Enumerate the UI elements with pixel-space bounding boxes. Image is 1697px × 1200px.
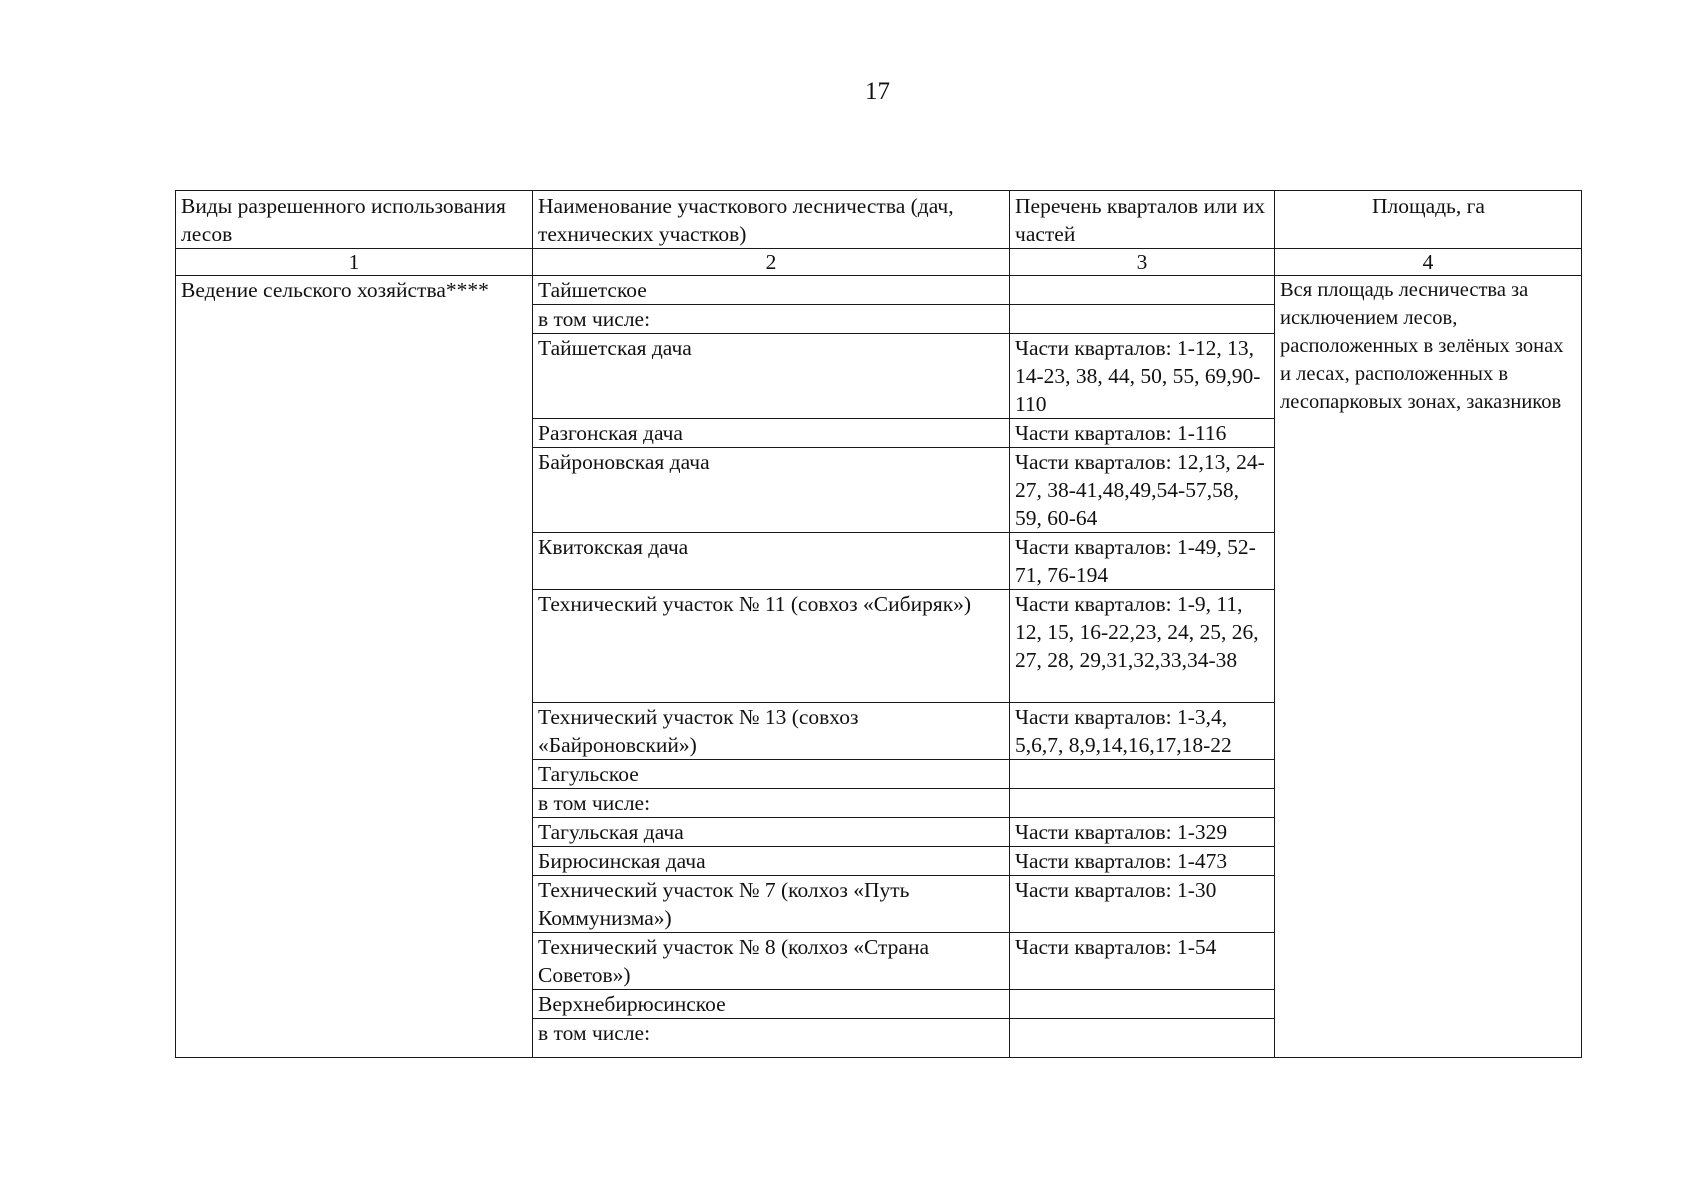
forestry-name-cell: Технический участок № 13 (совхоз «Байроновский») [533, 703, 1010, 760]
header-row [176, 191, 1582, 249]
table-row [176, 276, 1582, 305]
forestry-name-cell: Технический участок № 7 (колхоз «Путь Коммунизма») [533, 876, 1010, 933]
forestry-name-cell: Байроновская дача [533, 448, 1010, 533]
forestry-name-cell: Тайшетское [533, 276, 1010, 305]
forestry-name-cell: Технический участок № 8 (колхоз «Страна Советов») [533, 933, 1010, 990]
forestry-name-cell: Тайшетская дача [533, 334, 1010, 419]
quarters-cell [1010, 789, 1275, 818]
quarters-cell: Части кварталов: 1-329 [1010, 818, 1275, 847]
page-number: 17 [865, 78, 890, 105]
quarters-cell: Части кварталов: 1-54 [1010, 933, 1275, 990]
forestry-name-cell: в том числе: [533, 1019, 1010, 1058]
column-number: 3 [1010, 249, 1275, 276]
forestry-name-cell: Тагульская дача [533, 818, 1010, 847]
forestry-name-cell: Квитокская дача [533, 533, 1010, 590]
use-type-cell: Ведение сельского хозяйства**** [176, 276, 533, 1058]
quarters-cell: Части кварталов: 1-30 [1010, 876, 1275, 933]
header-use-type: Виды разрешенного использования лесов [176, 191, 533, 249]
forestry-name-cell: Верхнебирюсинское [533, 990, 1010, 1019]
forestry-name-cell: Разгонская дача [533, 419, 1010, 448]
column-number: 2 [533, 249, 1010, 276]
quarters-cell: Части кварталов: 1-3,4, 5,6,7, 8,9,14,16,17,18-22 [1010, 703, 1275, 760]
quarters-cell: Части кварталов: 1-12, 13, 14-23, 38, 44, 50, 55, 69,90-110 [1010, 334, 1275, 419]
quarters-cell: Части кварталов: 1-49, 52-71, 76-194 [1010, 533, 1275, 590]
header-quarters: Перечень кварталов или их частей [1010, 191, 1275, 249]
header-forestry-name: Наименование участкового лесничества (дач, технических участков) [533, 191, 1010, 249]
quarters-cell [1010, 990, 1275, 1019]
forest-use-table [175, 190, 1582, 1058]
forestry-name-cell: Тагульское [533, 760, 1010, 789]
quarters-cell [1010, 1019, 1275, 1058]
forestry-name-cell: Технический участок № 11 (совхоз «Сибиряк») [533, 590, 1010, 703]
header-area: Площадь, га [1275, 191, 1582, 249]
quarters-cell: Части кварталов: 12,13, 24-27, 38-41,48,49,54-57,58, 59, 60-64 [1010, 448, 1275, 533]
column-number: 4 [1275, 249, 1582, 276]
forestry-name-cell: Бирюсинская дача [533, 847, 1010, 876]
quarters-cell [1010, 276, 1275, 305]
column-number: 1 [176, 249, 533, 276]
column-number-row [176, 249, 1582, 276]
quarters-cell: Части кварталов: 1-116 [1010, 419, 1275, 448]
area-cell: Вся площадь лесничества за исключением лесов, расположенных в зелёных зонах и лесах, расположенных в лесопарковых зонах, заказников [1275, 276, 1582, 1058]
quarters-cell [1010, 305, 1275, 334]
quarters-cell: Части кварталов: 1-473 [1010, 847, 1275, 876]
quarters-cell [1010, 760, 1275, 789]
forestry-name-cell: в том числе: [533, 789, 1010, 818]
forestry-name-cell: в том числе: [533, 305, 1010, 334]
quarters-cell: Части кварталов: 1-9, 11, 12, 15, 16-22,23, 24, 25, 26, 27, 28, 29,31,32,33,34-38 [1010, 590, 1275, 703]
